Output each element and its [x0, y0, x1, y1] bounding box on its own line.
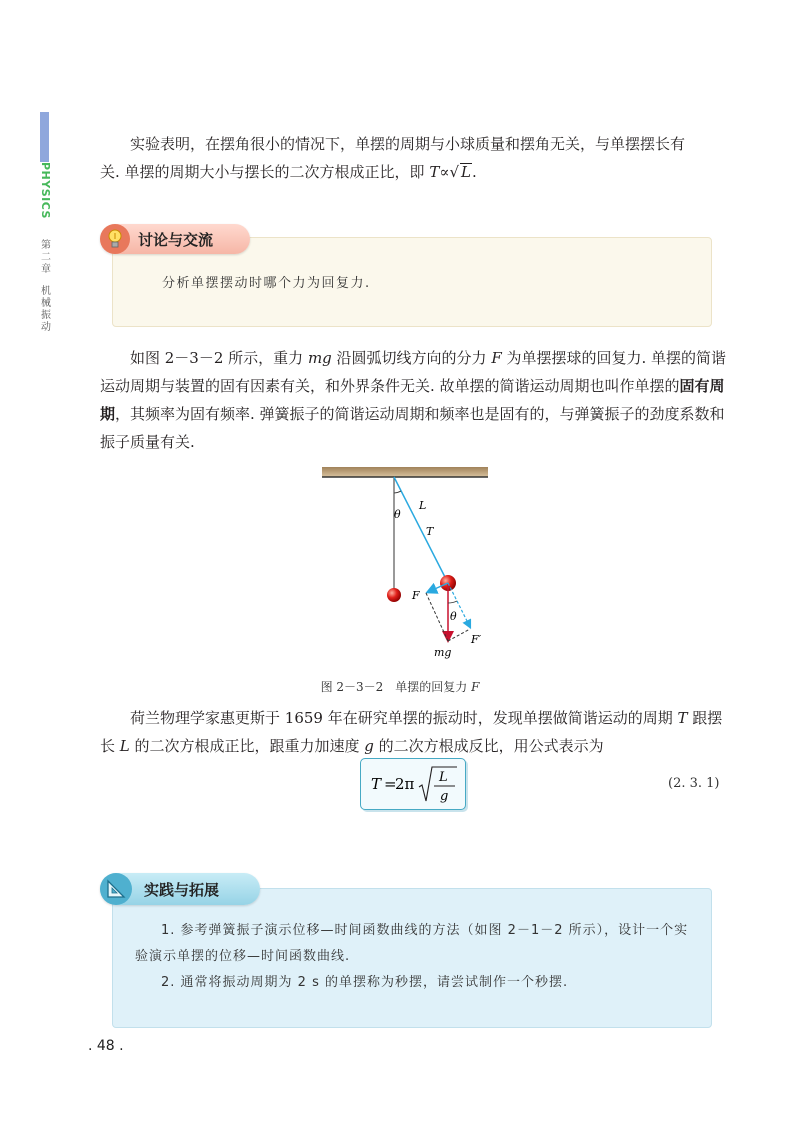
physics-text: PHYSICS — [39, 162, 52, 219]
proportional-symbol: ∝ — [439, 163, 450, 181]
chapter-char: 章 — [41, 264, 51, 275]
var-T: T — [677, 709, 688, 727]
text-run: 如图 2－3－2 所示，重力 — [130, 349, 308, 367]
caption-var-F: F — [471, 680, 480, 694]
figure-caption — [0, 678, 800, 695]
ceiling — [322, 467, 488, 477]
var-T: T — [429, 163, 440, 181]
label-F: F — [412, 589, 420, 602]
chapter-title-char: 振 — [41, 310, 51, 321]
side-tab — [40, 112, 49, 162]
practice-title: 实践与拓展 — [144, 881, 220, 899]
discussion-title: 讨论与交流 — [138, 231, 214, 249]
string-tension — [394, 477, 447, 581]
chapter-title-char: 械 — [41, 298, 51, 309]
caption-text: 图 2－3－2 单摆的回复力 — [320, 680, 472, 694]
label-mg: mg — [434, 646, 452, 659]
formula-coef: 2π — [395, 775, 415, 793]
chapter-label — [39, 240, 53, 334]
text-run: ，其频率为固有频率. 弹簧振子的简谐运动周期和频率也是固有的，与弹簧振子的劲度系数和振子质量有关. — [100, 405, 725, 451]
label-F-prime: F′ — [471, 633, 482, 646]
label-L: L — [419, 499, 427, 512]
formula-T: T — [371, 775, 382, 793]
body-paragraph-1 — [100, 344, 730, 456]
discussion-header — [100, 224, 250, 254]
text-run: 跟摆长 — [100, 709, 723, 755]
formula-den: g — [440, 789, 449, 804]
physics-label — [36, 162, 52, 224]
label-T: T — [426, 525, 434, 538]
var-F: F — [491, 349, 502, 367]
text-run: 荷兰物理学家惠更斯于 1659 年在研究单摆的振动时，发现单摆做简谐运动的周期 — [130, 709, 678, 727]
text-run: 沿圆弧切线方向的分力 — [331, 349, 492, 367]
text-run: 的二次方根成反比，用公式表示为 — [373, 737, 604, 755]
formula-eq: = — [384, 775, 397, 793]
equation-number: (2. 3. 1) — [668, 776, 720, 791]
page-number: . 48 . — [88, 1038, 124, 1054]
var-L: L — [461, 163, 472, 181]
text-run: 为单摆摆球的回复力. 单摆的简谐运动周期与装置的固有因素有关，和外界条件无关. 故单摆的简谐运动周期也叫作单摆的 — [100, 349, 727, 395]
text-run: 的二次方根成正比，跟重力加速度 — [129, 737, 365, 755]
lightbulb-icon — [100, 224, 130, 254]
practice-item-1: 1. 参考弹簧振子演示位移—时间函数曲线的方法（如图 2－1－2 所示），设计一个实验演示单摆的位移—时间函数曲线. — [135, 923, 689, 964]
var-L: L — [119, 737, 130, 755]
var-g: g — [364, 737, 374, 755]
formula-box — [360, 758, 466, 810]
key-term: 固有周期 — [100, 377, 725, 423]
practice-item-2: 2. 通常将振动周期为 2 s 的单摆称为秒摆，请尝试制作一个秒摆. — [161, 975, 569, 990]
label-theta-bottom: θ — [450, 610, 457, 623]
formula-num: L — [439, 770, 448, 785]
intro-paragraph-2: 关. 单摆的周期大小与摆长的二次方根成正比，即 T∝√ L. — [100, 163, 477, 181]
intro-line-1: 实验表明，在摆角很小的情况下，单摆的周期与小球质量和摆角无关，与单摆摆长有 — [130, 135, 686, 153]
chapter-char: 第 — [41, 240, 51, 251]
sqrt-sign — [419, 767, 457, 801]
label-theta-top: θ — [394, 508, 401, 521]
intro-paragraph — [100, 130, 730, 158]
body-paragraph-2 — [100, 704, 730, 760]
period: . — [472, 163, 477, 181]
rest-ball — [387, 588, 401, 602]
chapter-title-char: 机 — [41, 286, 51, 297]
intro-line-2: 关. 单摆的周期大小与摆长的二次方根成正比，即 — [100, 163, 430, 181]
chapter-char: 二 — [41, 252, 51, 263]
var-mg: mg — [307, 349, 332, 367]
ruler-triangle-icon — [100, 873, 132, 905]
discussion-question: 分析单摆摆动时哪个力为回复力. — [162, 276, 371, 291]
pendulum-figure — [320, 463, 490, 667]
practice-header — [100, 873, 260, 905]
chapter-title-char: 动 — [41, 322, 51, 333]
